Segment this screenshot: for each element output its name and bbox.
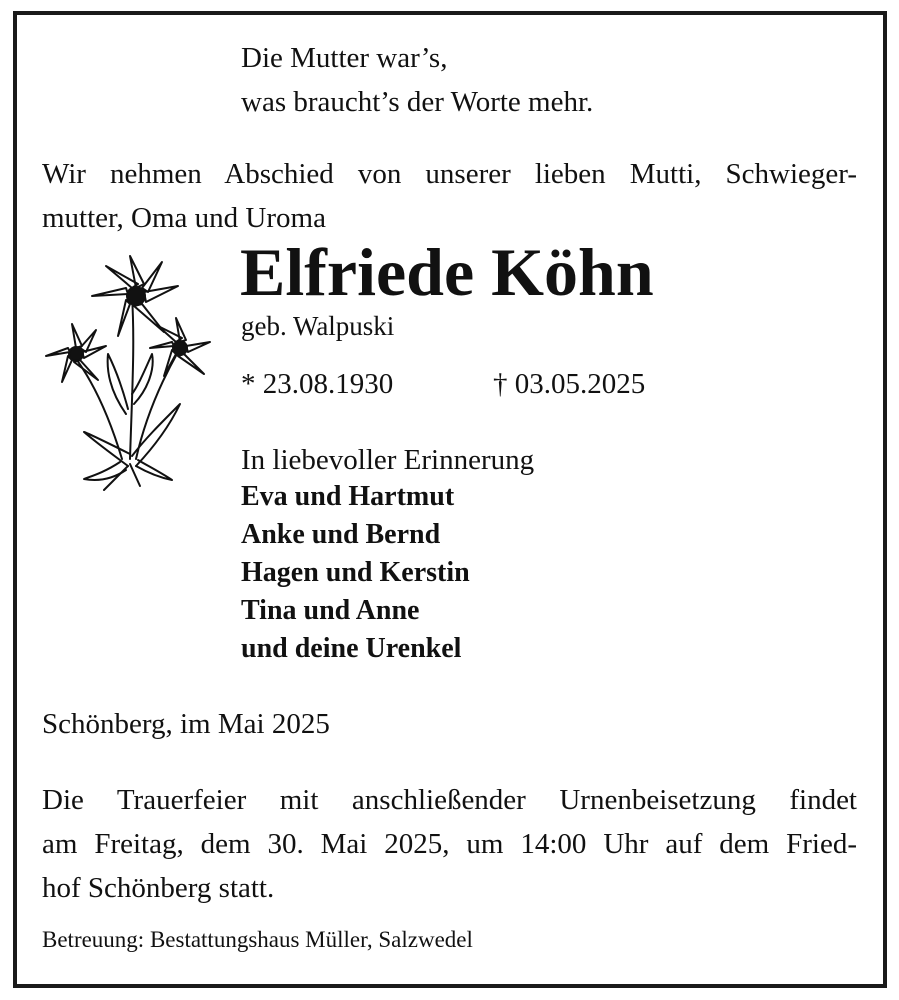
intro-line-1: Wir nehmen Abschied von unserer lieben Mutti, Schwieger- — [42, 158, 857, 190]
ceremony-line-1: Die Trauerfeier mit anschließender Urnenbeisetzung findet — [42, 784, 857, 816]
ceremony-line-2: am Freitag, dem 30. Mai 2025, um 14:00 Uhr auf dem Fried- — [42, 828, 857, 860]
mourner-item: Eva und Hartmut — [241, 481, 455, 512]
death-date: † 03.05.2025 — [493, 368, 646, 400]
birth-date: * 23.08.1930 — [241, 368, 394, 400]
funeral-home-credit: Betreuung: Bestattungshaus Müller, Salzwedel — [42, 927, 473, 952]
poem-line-2: was braucht’s der Worte mehr. — [241, 86, 594, 118]
maiden-name: geb. Walpuski — [241, 311, 395, 341]
intro-line-2: mutter, Oma und Uroma — [42, 202, 326, 234]
mourner-item: und deine Urenkel — [241, 633, 462, 664]
mourners-list — [241, 478, 470, 668]
memory-heading: In liebevoller Erinnerung — [241, 444, 535, 476]
opening-poem — [241, 36, 593, 124]
mourner-item: Tina und Anne — [241, 595, 420, 626]
place-and-date: Schönberg, im Mai 2025 — [42, 708, 330, 740]
farewell-intro — [42, 152, 857, 240]
poem-line-1: Die Mutter war’s, — [241, 42, 448, 74]
ceremony-notice — [42, 778, 857, 910]
mourner-item: Anke und Bernd — [241, 519, 441, 550]
ceremony-line-3: hof Schönberg statt. — [42, 872, 275, 904]
edelweiss-flower-icon — [40, 244, 220, 494]
mourner-item: Hagen und Kerstin — [241, 557, 470, 588]
deceased-name: Elfriede Köhn — [240, 234, 654, 310]
